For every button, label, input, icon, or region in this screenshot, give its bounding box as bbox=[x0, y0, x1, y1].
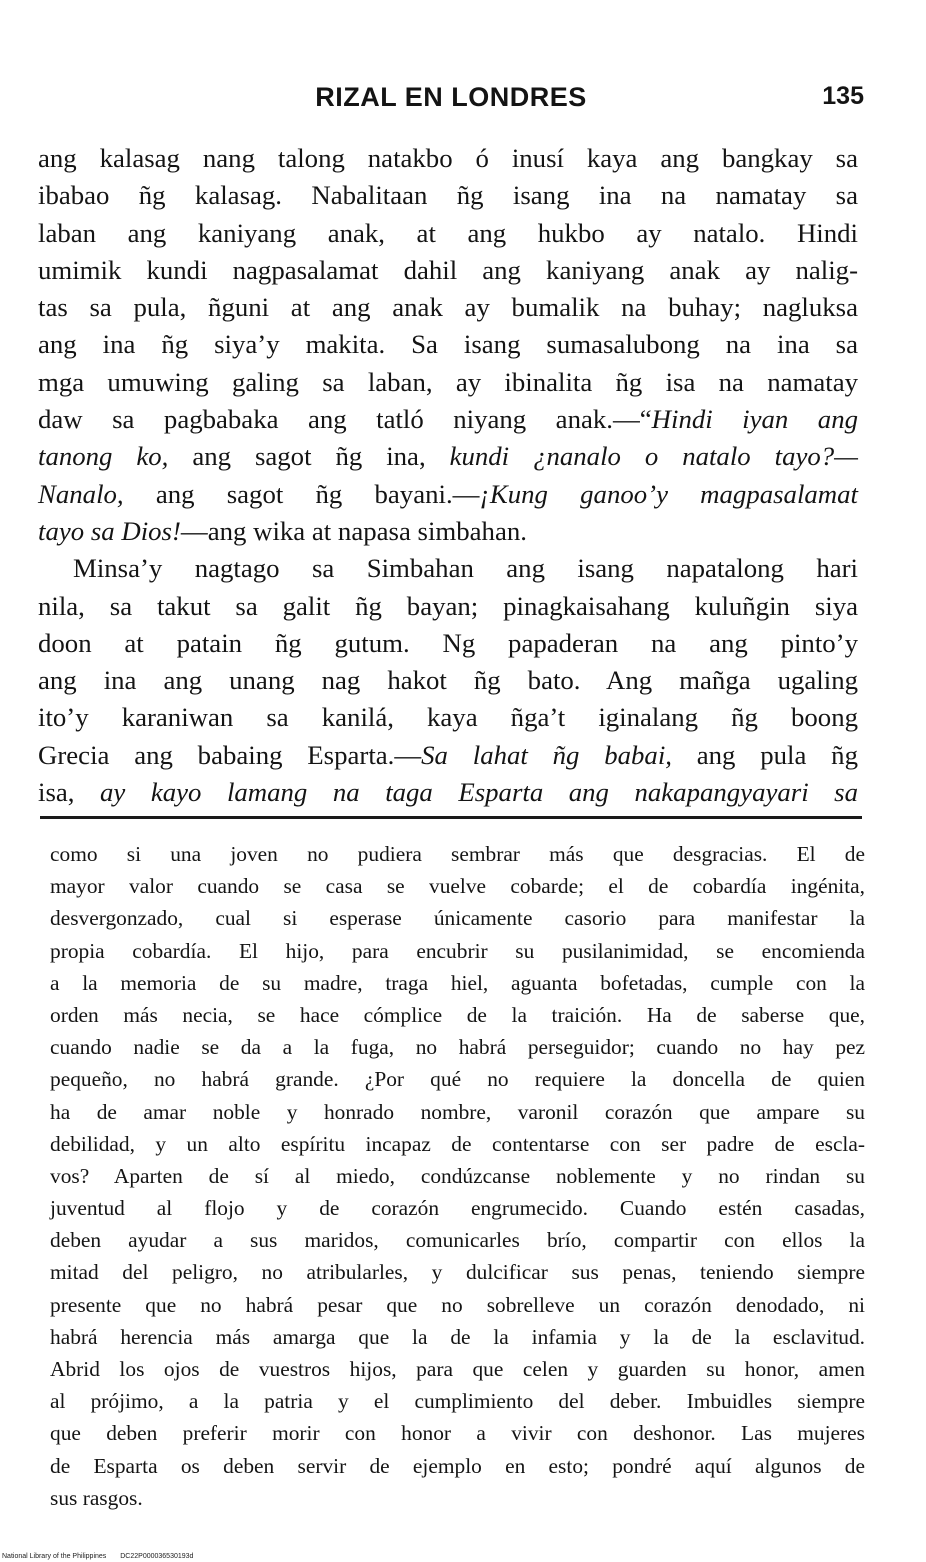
main-text bbox=[38, 140, 858, 811]
running-head: RIZAL EN LONDRES bbox=[315, 82, 587, 112]
scan-footer bbox=[2, 1553, 205, 1560]
footnote-line-6: orden más necia, se hace cómplice de la traición. Ha de saberse que, bbox=[50, 1002, 865, 1027]
footnote-line-12: juventud al flojo y de corazón engrumecido. Cuando estén casadas, bbox=[50, 1196, 865, 1221]
page-header bbox=[38, 82, 864, 122]
main-line-8: daw sa pagbabaka ang tatló niyang anak.—“Hindi iyan ang bbox=[38, 404, 858, 435]
main-line-14: doon at patain ñg gutum. Ng papaderan na ang pinto’y bbox=[38, 627, 858, 658]
main-line-10: Nanalo, ang sagot ñg bayani.—¡Kung ganoo’y magpasalamat bbox=[38, 478, 858, 509]
footnote-line-13: deben ayudar a sus maridos, comunicarles brío, compartir con ellos la bbox=[50, 1228, 865, 1253]
footnote-line-1: como si una joven no pudiera sembrar más que desgracias. El de bbox=[50, 842, 865, 866]
footnote-line-16: habrá herencia más amarga que la de la infamia y la de la esclavitud. bbox=[50, 1324, 865, 1349]
main-line-9: tanong ko, ang sagot ñg ina, kundi ¿nanalo o natalo tayo?— bbox=[38, 441, 858, 472]
main-line-7: mga umuwing galing sa laban, ay ibinalita ñg isa na namatay bbox=[38, 366, 858, 397]
footnote-line-19: que deben preferir morir con honor a vivir con deshonor. Las mujeres bbox=[50, 1421, 865, 1446]
footnote-line-17: Abrid los ojos de vuestros hijos, para que celen y guarden su honor, amen bbox=[50, 1357, 865, 1381]
main-line-12: Minsa’y nagtago sa Simbahan ang isang napatalong hari bbox=[73, 553, 858, 584]
main-line-6: ang ina ñg siya’y makita. Sa isang sumasalubong na ina sa bbox=[38, 329, 858, 360]
footnote-line-10: debilidad, y un alto espíritu incapaz de contentarse con ser padre de escla- bbox=[50, 1131, 865, 1156]
footnote-line-15: presente que no habrá pesar que no sobrelleve un corazón denodado, ni bbox=[50, 1292, 865, 1317]
main-line-2: ibabao ñg kalasag. Nabalitaan ñg isang ina na namatay sa bbox=[38, 180, 858, 211]
footnote-line-4: propia cobardía. El hijo, para encubrir su pusilanimidad, se encomienda bbox=[50, 938, 865, 963]
footer-library: National Library of the Philippines bbox=[2, 1553, 107, 1560]
main-line-17: Grecia ang babaing Esparta.—Sa lahat ñg babai, ang pula ñg bbox=[38, 739, 858, 770]
footnote-line-3: desvergonzado, cual si esperase únicamente casorio para manifestar la bbox=[50, 906, 865, 931]
footnote-text bbox=[50, 838, 865, 1514]
footnote-line-20: de Esparta os deben servir de ejemplo en esto; pondré aquí algunos de bbox=[50, 1453, 865, 1478]
footer-code: DC22P000036530193d bbox=[120, 1553, 194, 1560]
main-line-4: umimik kundi nagpasalamat dahil ang kaniyang anak ay nalig- bbox=[38, 254, 858, 285]
main-line-16: ito’y karaniwan sa kanilá, kaya ñga’t iginalang ñg boong bbox=[38, 702, 858, 733]
footnote-line-18: al prójimo, a la patria y el cumplimiento del deber. Imbuidles siempre bbox=[50, 1389, 865, 1414]
footnote-line-14: mitad del peligro, no atribularles, y dulcificar sus penas, teniendo siempre bbox=[50, 1260, 865, 1285]
footnote-line-8: pequeño, no habrá grande. ¿Por qué no requiere la doncella de quien bbox=[50, 1067, 865, 1092]
footnote-line-5: a la memoria de su madre, traga hiel, aguanta bofetadas, cumple con la bbox=[50, 970, 865, 995]
main-line-11: tayo sa Dios!—ang wika at napasa simbahan. bbox=[38, 515, 527, 546]
main-line-5: tas sa pula, ñguni at ang anak ay bumalik na buhay; nagluksa bbox=[38, 292, 858, 323]
footnote-line-7: cuando nadie se da a la fuga, no habrá perseguidor; cuando no hay pez bbox=[50, 1035, 865, 1060]
page-number: 135 bbox=[822, 82, 864, 110]
footnote-line-11: vos? Aparten de sí al miedo, condúzcanse noblemente y no rindan su bbox=[50, 1163, 865, 1188]
footnote-line-9: ha de amar noble y honrado nombre, varonil corazón que ampare su bbox=[50, 1099, 865, 1124]
main-line-18: isa, ay kayo lamang na taga Esparta ang nakapangyayari sa bbox=[38, 777, 858, 808]
main-line-3: laban ang kaniyang anak, at ang hukbo ay natalo. Hindi bbox=[38, 217, 858, 248]
main-line-1: ang kalasag nang talong natakbo ó inusí kaya ang bangkay sa bbox=[38, 143, 858, 173]
footnote-line-21: sus rasgos. bbox=[50, 1485, 143, 1510]
footnote-rule bbox=[40, 816, 862, 819]
footnote-line-2: mayor valor cuando se casa se vuelve cobarde; el de cobardía ingénita, bbox=[50, 874, 865, 899]
main-line-13: nila, sa takut sa galit ñg bayan; pinagkaisahang kuluñgin siya bbox=[38, 590, 858, 621]
main-line-15: ang ina ang unang nag hakot ñg bato. Ang mañga ugaling bbox=[38, 665, 858, 696]
